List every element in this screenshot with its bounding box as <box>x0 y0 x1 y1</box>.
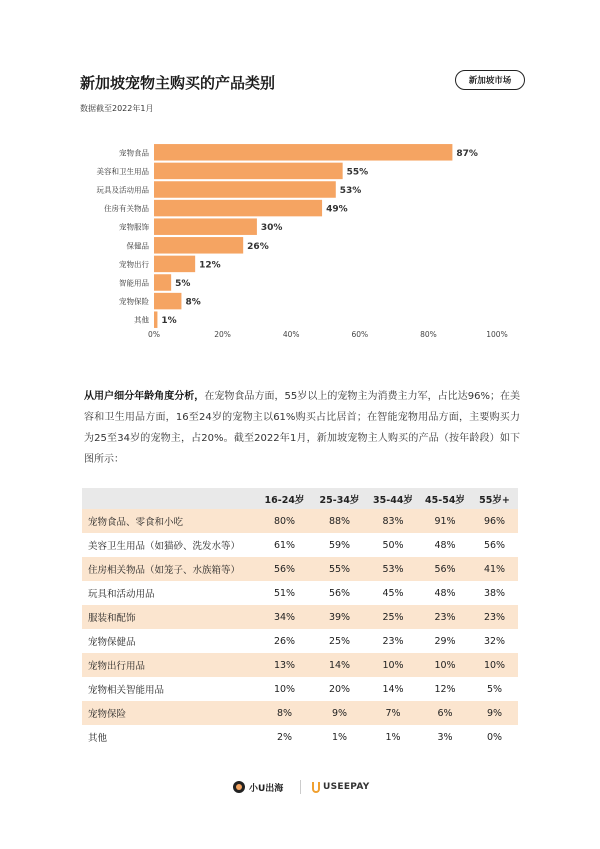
category-label-3: 住房有关物品 <box>104 204 149 214</box>
bar-3 <box>154 200 322 217</box>
category-label-5: 保健品 <box>126 241 149 251</box>
table-row <box>82 701 518 725</box>
row-label: 服装和配饰 <box>82 605 257 629</box>
table-cell: 59% <box>328 539 351 551</box>
header-corner <box>82 488 257 509</box>
table-cell: 45% <box>382 587 404 599</box>
table-cell: 14% <box>312 653 367 677</box>
category-label-8: 宠物保险 <box>119 297 149 307</box>
table-cell: 10% <box>273 683 296 695</box>
table-cell: 20% <box>328 683 351 695</box>
row-label: 玩具和活动用品 <box>88 589 155 600</box>
table-cell: 88% <box>312 509 367 533</box>
row-label: 宠物相关智能用品 <box>88 685 165 696</box>
table-cell: 29% <box>434 635 456 647</box>
value-label-5: 26% <box>247 241 269 252</box>
bar-4 <box>154 218 257 235</box>
value-label-7: 5% <box>175 279 191 289</box>
bar-5 <box>154 237 243 254</box>
row-label: 住房相关物品（如笼子、水族箱等） <box>82 557 257 581</box>
table-row <box>82 605 518 629</box>
bar-6 <box>154 256 195 273</box>
table-cell: 9% <box>312 701 367 725</box>
bar-8 <box>154 293 181 310</box>
bar-1 <box>154 163 343 180</box>
table-cell: 1% <box>331 731 348 743</box>
brand-xiaou <box>233 778 283 796</box>
brand-xiaou-label: 小U出海 <box>249 783 284 794</box>
row-label: 美容卫生用品（如猫砂、洗发水等） <box>88 541 241 552</box>
paragraph-text: 在宠物食品方面，55岁以上的宠物主为消费主力军，占比达96%；在美容和卫生用品方面，16至24岁的宠物主以61%购买占比居首；在智能宠物用品方面，主要购买力为25至34岁的宠物主，占20%。截至2022年1月，新加坡宠物主人购买的产品（按年龄段）如下图所示： <box>84 391 521 465</box>
header-age-3: 35-44岁 <box>367 488 419 509</box>
value-label-9: 1% <box>161 316 177 327</box>
brand-useepay <box>312 778 370 796</box>
xiaou-logo-icon <box>233 781 245 793</box>
table-row <box>82 629 518 653</box>
category-label-2: 玩具及活动用品 <box>96 185 149 195</box>
table-cell: 50% <box>382 539 404 551</box>
table-cell: 8% <box>257 701 312 725</box>
table-row <box>82 677 518 701</box>
table-cell: 61% <box>273 539 296 551</box>
table-row <box>82 557 518 581</box>
row-label: 宠物保险 <box>82 701 257 725</box>
table-cell: 48% <box>434 539 456 551</box>
x-tick-2: 40% <box>282 330 300 339</box>
footer-divider <box>300 780 301 794</box>
table-cell: 23% <box>471 605 518 629</box>
table-row <box>82 509 518 533</box>
brand-useepay-label: USEEPAY <box>323 782 370 792</box>
table-cell: 23% <box>382 635 404 647</box>
table-cell: 6% <box>419 701 471 725</box>
table-cell: 5% <box>486 683 503 695</box>
table-row <box>82 653 518 677</box>
table-cell: 1% <box>385 731 401 743</box>
value-label-3: 49% <box>326 204 348 215</box>
table-cell: 9% <box>471 701 518 725</box>
value-label-0: 87% <box>456 148 478 159</box>
table-header-row <box>82 488 518 509</box>
table-cell: 0% <box>486 731 503 743</box>
value-label-1: 55% <box>346 167 369 178</box>
header-age-4: 45-54岁 <box>419 488 471 509</box>
value-label-2: 53% <box>339 186 362 196</box>
table-cell: 51% <box>273 587 296 599</box>
table-cell: 14% <box>382 683 404 695</box>
x-tick-4: 80% <box>420 330 437 339</box>
category-label-9: 其他 <box>134 315 149 325</box>
table-cell: 80% <box>257 509 312 533</box>
header-age-5: 55岁+ <box>471 488 518 509</box>
useepay-logo-icon <box>312 782 320 793</box>
page-title: 新加坡宠物主购买的产品类别 <box>80 74 276 92</box>
bar-9 <box>154 311 157 328</box>
table-cell: 38% <box>483 587 506 599</box>
x-tick-0: 0% <box>148 330 160 339</box>
table-cell: 2% <box>276 731 293 743</box>
table-row <box>82 533 518 557</box>
table-cell: 56% <box>419 557 471 581</box>
table-cell: 23% <box>419 605 471 629</box>
table-cell: 10% <box>367 653 419 677</box>
table-cell: 32% <box>483 635 506 647</box>
value-label-4: 30% <box>260 223 283 234</box>
table-cell: 25% <box>328 635 351 647</box>
table-cell: 56% <box>257 557 312 581</box>
value-label-6: 12% <box>199 260 221 271</box>
table-cell: 96% <box>471 509 518 533</box>
header-age-1: 16-24岁 <box>257 488 312 509</box>
paragraph-lead: 从用户细分年龄角度分析， <box>84 391 205 402</box>
table-cell: 12% <box>434 683 456 695</box>
table-row <box>82 581 518 605</box>
table-cell: 34% <box>257 605 312 629</box>
header-age-2: 25-34岁 <box>312 488 367 509</box>
table-cell: 55% <box>312 557 367 581</box>
table-cell: 13% <box>257 653 312 677</box>
row-label: 宠物出行用品 <box>82 653 257 677</box>
age-analysis-paragraph <box>84 386 520 470</box>
table-cell: 26% <box>273 635 296 647</box>
x-tick-1: 20% <box>214 330 231 339</box>
table-cell: 39% <box>312 605 367 629</box>
bar-7 <box>154 274 171 291</box>
row-label: 其他 <box>88 733 108 744</box>
table-cell: 56% <box>483 539 506 551</box>
x-tick-3: 60% <box>351 330 369 339</box>
table-cell: 83% <box>367 509 419 533</box>
category-label-0: 宠物食品 <box>119 148 149 158</box>
data-date-note: 数据截至2022年1月 <box>80 104 154 113</box>
category-label-6: 宠物出行 <box>119 259 149 269</box>
age-breakdown-table <box>82 488 518 749</box>
footer <box>0 778 600 796</box>
category-label-7: 智能用品 <box>119 278 149 288</box>
table-cell: 10% <box>471 653 518 677</box>
table-cell: 41% <box>471 557 518 581</box>
category-label-4: 宠物服饰 <box>119 222 149 232</box>
value-label-8: 8% <box>185 297 201 308</box>
table-cell: 48% <box>434 587 456 599</box>
x-tick-5: 100% <box>486 330 508 339</box>
bar-2 <box>154 181 336 198</box>
table-cell: 10% <box>419 653 471 677</box>
category-label-1: 美容和卫生用品 <box>96 166 149 176</box>
bar-0 <box>154 144 452 161</box>
table-cell: 56% <box>328 587 351 599</box>
row-label: 宠物保健品 <box>88 637 136 648</box>
row-label: 宠物食品、零食和小吃 <box>82 509 257 533</box>
table-row <box>82 725 518 749</box>
table-cell: 91% <box>419 509 471 533</box>
table-cell: 53% <box>367 557 419 581</box>
table-cell: 3% <box>437 731 453 743</box>
table-cell: 7% <box>367 701 419 725</box>
category-bar-chart <box>0 0 600 360</box>
market-badge: 新加坡市场 <box>455 70 525 90</box>
table-cell: 25% <box>367 605 419 629</box>
